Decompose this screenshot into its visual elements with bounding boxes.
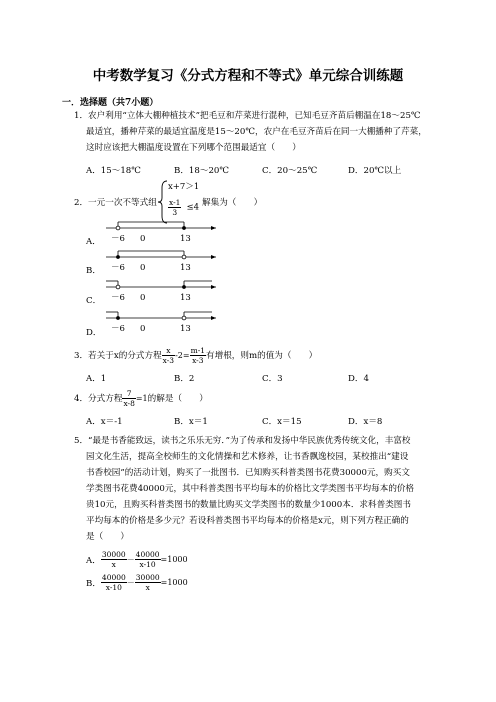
tick-label-13: 13 — [180, 293, 191, 303]
tick-label-neg6: －6 — [111, 293, 125, 303]
tick-label-0: 0 — [140, 293, 146, 303]
q5-option-b-operator: － — [126, 578, 135, 587]
section-heading: 一．选择题（共7小题） — [62, 98, 159, 108]
q5-option-b-label: B． — [86, 578, 101, 589]
q5-option-a-fraction-1-denominator: x — [111, 560, 116, 569]
q5-option-a — [86, 550, 188, 569]
q2-option-d-label: D． — [86, 328, 102, 338]
q5-option-a-operator: － — [126, 555, 135, 564]
q1-option-d: D．20℃以上 — [348, 166, 402, 176]
q1-option-b: B．18～20℃ — [174, 166, 229, 176]
tick-label-13: 13 — [180, 324, 191, 334]
q3-fraction-2-numerator: m-1 — [190, 346, 205, 355]
q5-option-b-rhs: =1000 — [160, 578, 188, 587]
number-line-a — [100, 218, 220, 248]
q5-option-b-fraction-1-numerator: 40000 — [101, 573, 126, 582]
q1-line-2: 最适宜，播种芹菜的最适宜温度是15～20℃，农户在毛豆齐苗后在同一大棚播种了芹菜， — [86, 127, 427, 137]
tick-label-0: 0 — [140, 324, 146, 334]
q3-prefix: 3．若关于x的分式方程 — [74, 350, 162, 361]
number-line-b — [100, 247, 220, 277]
q1-line-1: 1．农户利用“立体大棚种植技术”把毛豆和芹菜进行混种，已知毛豆齐苗后棚温在18～25℃ — [74, 111, 421, 121]
q5-option-b-fraction-1 — [101, 573, 127, 592]
q5-option-a-rhs: =1000 — [160, 555, 188, 564]
q5-option-b-fraction-2-numerator: 30000 — [135, 573, 160, 582]
q4-option-a: A．x＝-1 — [86, 417, 123, 427]
q4-fraction-numerator: 7 — [122, 389, 135, 399]
number-line-c — [100, 277, 220, 307]
page-title: 中考数学复习《分式方程和不等式》单元综合训练题 — [92, 68, 404, 84]
inequality-2-relation: ≤4 — [186, 202, 200, 213]
q4-fraction-denominator: x-8 — [123, 399, 135, 408]
q3-mid: -2= — [175, 350, 190, 360]
tick-label-neg6: －6 — [111, 263, 125, 273]
q4-prefix: 4．分式方程 — [74, 393, 123, 404]
q5-line-5: 贵10元，且购买科普类图书的数量比购买文学类图书的数量少1000本．求科普类图书 — [86, 500, 411, 510]
q5-line-3: 书香校园”的活动计划，购买了一批图书．已知购买科普类图书花费30000元，购买文 — [86, 468, 410, 478]
tick-label-0: 0 — [140, 234, 146, 244]
q4-suffix: 的解是（ ） — [147, 393, 208, 404]
q5-line-1: 5．“最是书香能致远，读书之乐乐无穷．”为了传承和发扬中华民族优秀传统文化，丰富校 — [74, 436, 411, 446]
q4-option-c: C．x＝15 — [262, 417, 302, 427]
tick-label-neg6: －6 — [111, 324, 125, 334]
q3-option-a: A．1 — [86, 374, 107, 384]
inequality-2-fraction — [168, 198, 181, 217]
inequality-1: x+7＞1 — [168, 182, 200, 192]
inequality-2 — [168, 197, 199, 217]
q5-option-a-label: A． — [86, 555, 101, 566]
q5-option-b-fraction-2-denominator: x — [145, 583, 150, 592]
q5-line-4: 学类图书花费40000元，其中科普类图书平均每本的价格比文学类图书平均每本的价格 — [86, 484, 415, 494]
q2-option-c-label: C． — [86, 296, 102, 306]
q2-option-b-label: B． — [86, 266, 101, 276]
q3-fraction-2 — [190, 346, 206, 365]
q3-stem — [74, 346, 317, 365]
q2-suffix: 解集为（ ） — [202, 198, 263, 208]
inequality-2-denominator: 3 — [172, 208, 178, 217]
tick-label-13: 13 — [180, 234, 191, 244]
q5-option-a-fraction-2 — [135, 550, 161, 569]
inequality-2-numerator: x-1 — [169, 198, 181, 207]
q5-option-b-fraction-2 — [135, 573, 161, 592]
q3-fraction-1-numerator: x — [162, 346, 175, 356]
q4-rhs: =1 — [135, 393, 148, 403]
tick-label-13: 13 — [180, 263, 191, 273]
q5-option-a-fraction-2-numerator: 40000 — [135, 550, 160, 559]
q5-option-b — [86, 573, 188, 592]
q1-option-c: C．20～25℃ — [262, 166, 318, 176]
q5-line-2: 园文化生活，提高全校师生的文化情操和艺术修养，让书香飘逸校园，某校推出“建设 — [86, 452, 409, 462]
q4-option-b: B．x＝1 — [174, 417, 208, 427]
number-line-d — [100, 308, 220, 338]
q3-option-d: D．4 — [348, 374, 369, 384]
q5-line-6: 平均每本的价格是多少元？若设科普类图书平均每本的价格是x元，则下列方程正确的 — [86, 516, 409, 526]
q1-option-a: A．15～18℃ — [86, 166, 141, 176]
q5-option-a-fraction-1 — [101, 550, 127, 569]
q3-option-c: C．3 — [262, 374, 283, 384]
q3-fraction-2-denominator: x-3 — [192, 356, 204, 365]
q3-fraction-1 — [162, 346, 175, 365]
q2-option-a-label: A． — [86, 237, 101, 247]
q5-line-7: 是（ ） — [86, 532, 129, 542]
tick-label-0: 0 — [140, 263, 146, 273]
q2-prefix: 2．一元一次不等式组 — [74, 198, 157, 208]
q5-option-b-fraction-1-denominator: x-10 — [105, 583, 122, 592]
q3-fraction-1-denominator: x-3 — [162, 356, 175, 365]
q5-option-a-fraction-2-denominator: x-10 — [139, 560, 156, 569]
q4-option-d: D．x＝8 — [348, 417, 383, 427]
tick-label-neg6: －6 — [111, 234, 125, 244]
q4-stem — [74, 389, 208, 408]
q4-fraction — [122, 389, 135, 408]
q3-option-b: B．2 — [174, 374, 195, 384]
q3-suffix: 有增根，则m的值为（ ） — [206, 350, 318, 361]
q5-option-a-fraction-1-numerator: 30000 — [101, 550, 126, 559]
q1-line-3: 这时应该把大棚温度设置在下列哪个范围最适宜（ ） — [86, 143, 301, 153]
